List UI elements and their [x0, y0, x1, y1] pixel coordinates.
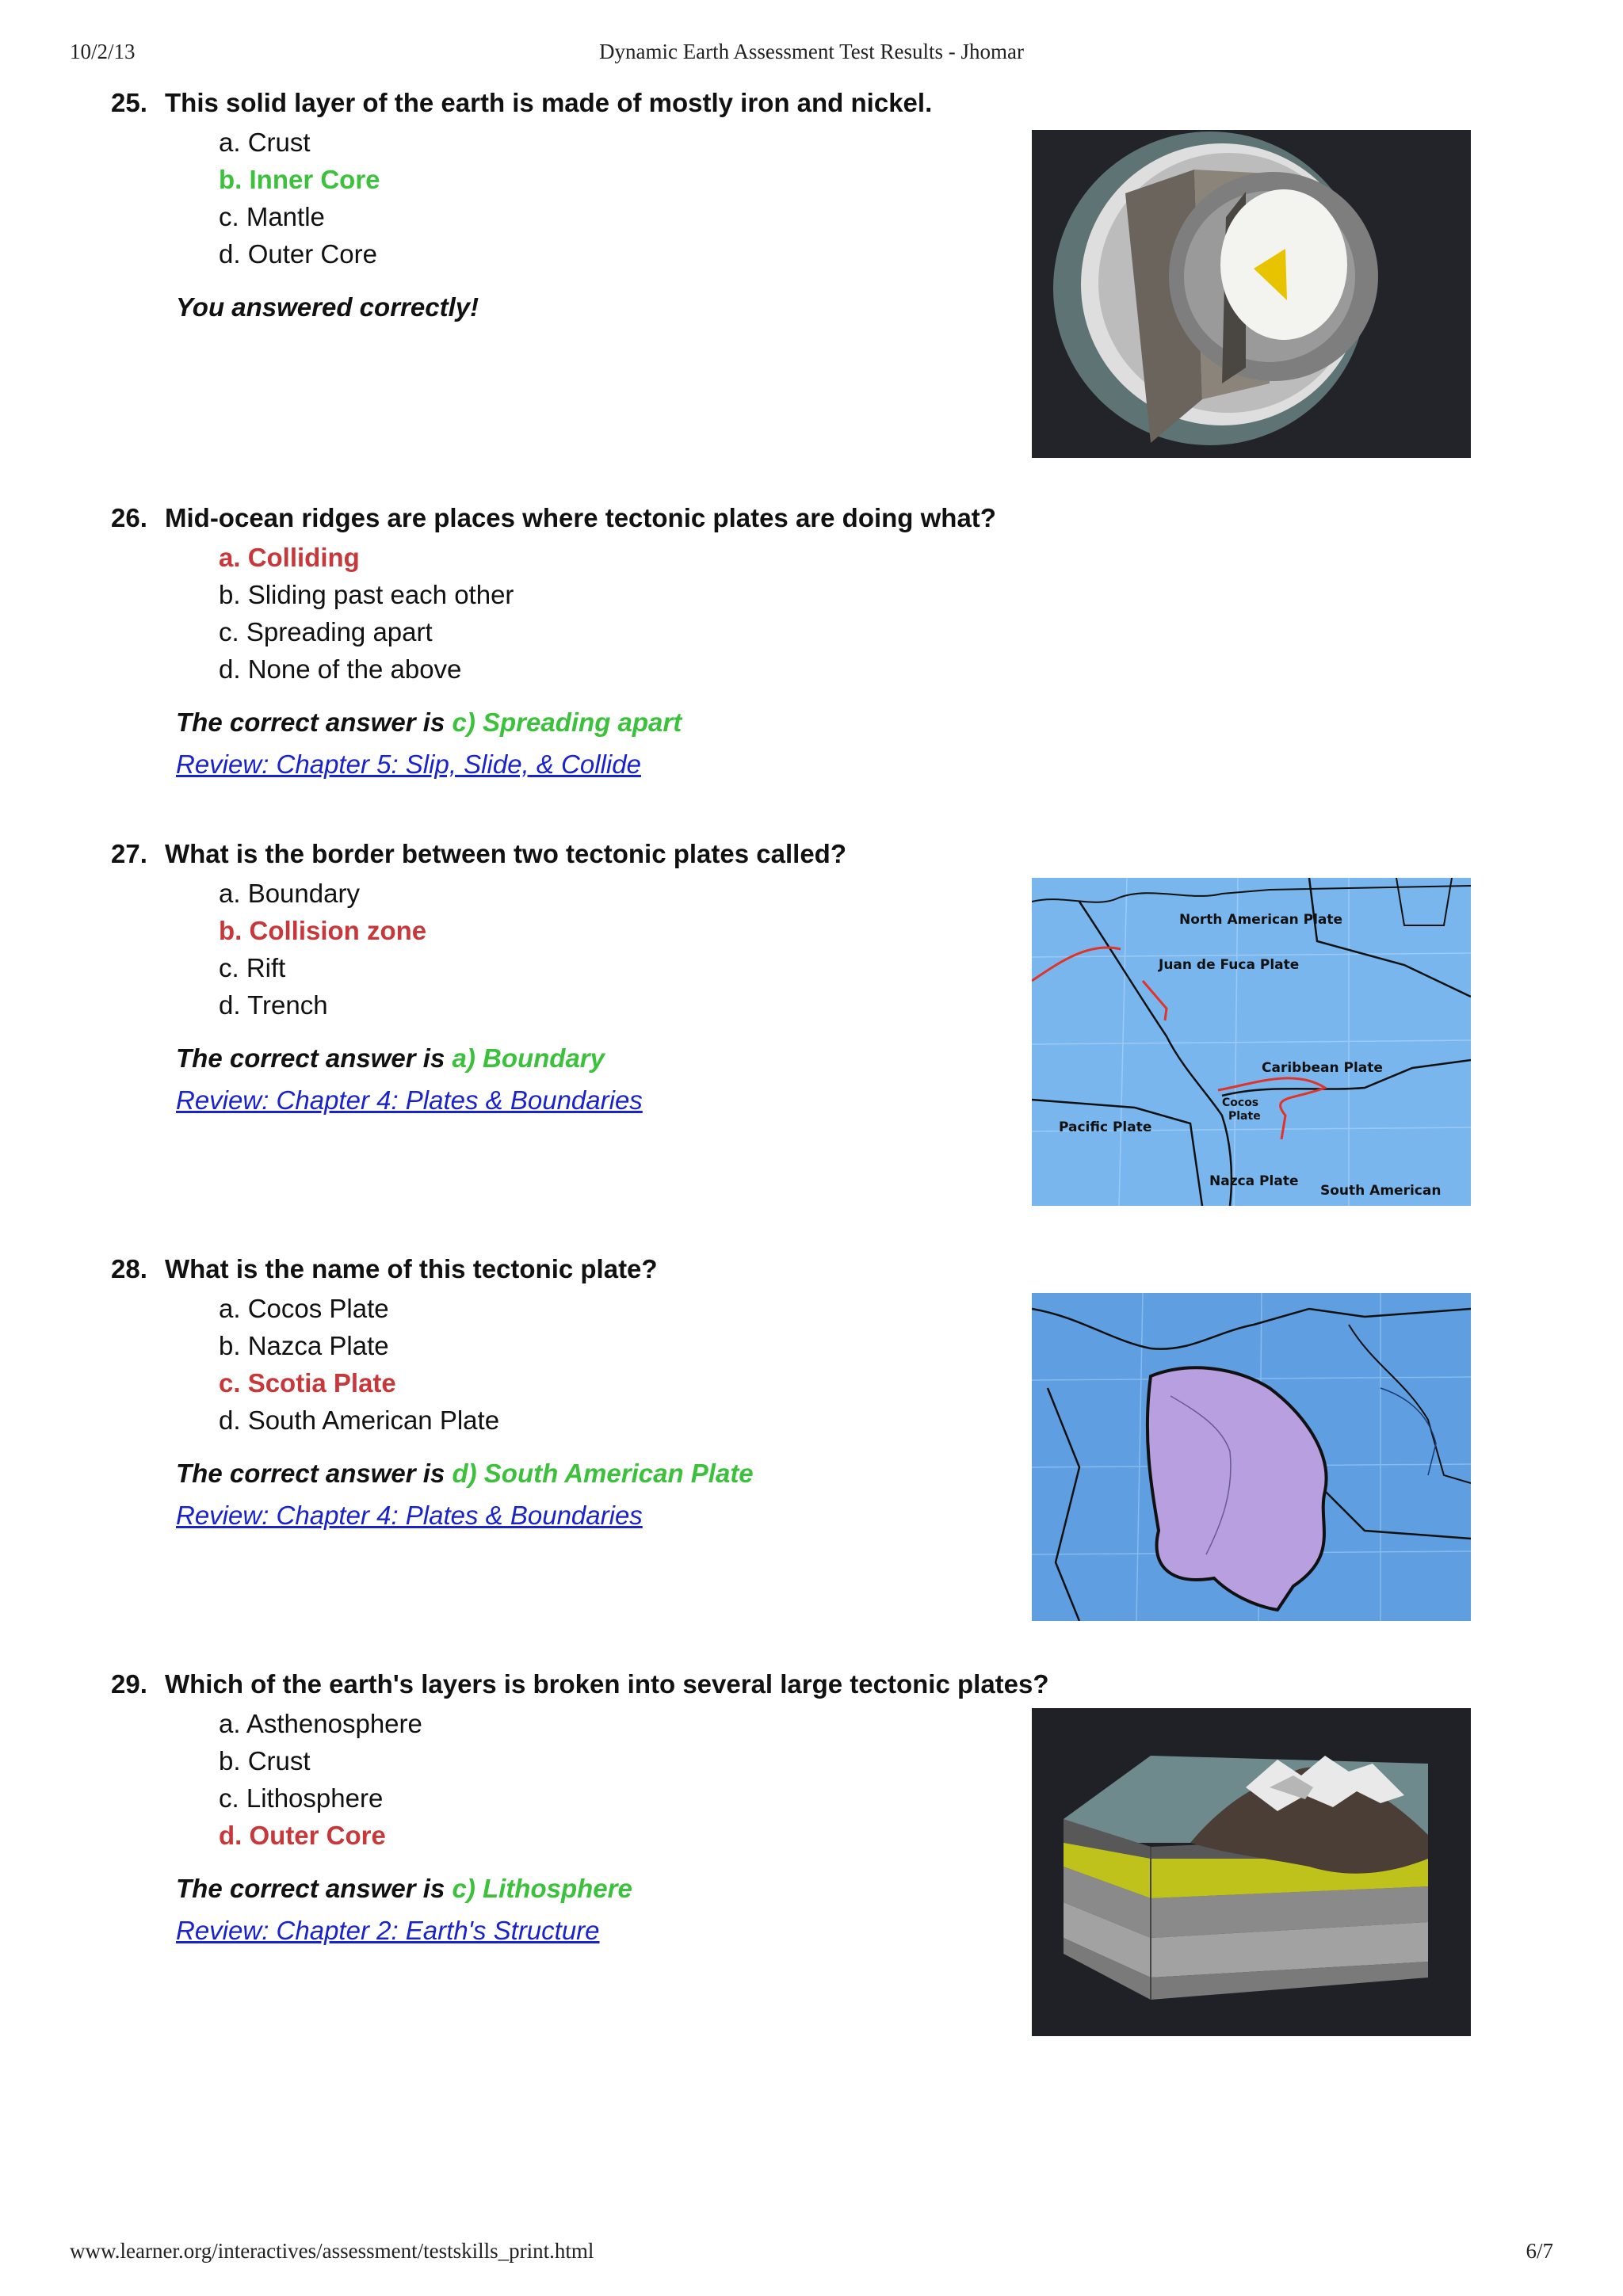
- plate-boundaries-map: [1032, 878, 1471, 1206]
- option-a: a. Asthenosphere: [219, 1709, 422, 1738]
- question-29: [111, 1667, 1049, 1948]
- lithosphere-block-image: [1032, 1708, 1471, 2036]
- option-b-correct: b. Inner Core: [219, 165, 380, 194]
- answer-options: [219, 1290, 1022, 1439]
- correct-answer: d) South American Plate: [452, 1459, 754, 1488]
- question-text: 28. What is the name of this tectonic plate?: [111, 1254, 658, 1283]
- option-c-selected-wrong: c. Scotia Plate: [219, 1368, 396, 1398]
- feedback: The correct answer is a) Boundary: [176, 1043, 605, 1073]
- option-b: b. Crust: [219, 1746, 311, 1775]
- feedback: The correct answer is d) South American Plate: [176, 1459, 754, 1488]
- map-label-cocos: Cocos: [1222, 1097, 1259, 1109]
- page-title: Dynamic Earth Assessment Test Results - Jhomar: [598, 40, 1025, 63]
- footer-url: www.learner.org/interactives/assessment/testskills_print.html: [70, 2239, 594, 2263]
- answer-options: [219, 1705, 1022, 1854]
- feedback: You answered correctly!: [176, 292, 479, 322]
- question-28: [111, 1252, 1022, 1533]
- option-d: d. Trench: [219, 990, 328, 1020]
- question-26: [111, 501, 1022, 782]
- option-b: b. Nazca Plate: [219, 1331, 389, 1360]
- feedback: The correct answer is c) Spreading apart: [176, 707, 682, 737]
- review-link[interactable]: Review: Chapter 4: Plates & Boundaries: [176, 1085, 643, 1115]
- feedback: The correct answer is c) Lithosphere: [176, 1874, 632, 1903]
- question-text: 29. Which of the earth's layers is broken into several large tectonic plates?: [111, 1669, 1049, 1699]
- option-b: b. Sliding past each other: [219, 580, 514, 609]
- question-text: 26. Mid-ocean ridges are places where tectonic plates are doing what?: [111, 503, 996, 532]
- map-label-south-american: South American: [1320, 1183, 1442, 1199]
- print-date: 10/2/13: [70, 40, 136, 63]
- south-american-plate-map: [1032, 1293, 1471, 1621]
- map-label-juan-de-fuca: Juan de Fuca Plate: [1159, 957, 1300, 973]
- answer-options: [219, 875, 1022, 1024]
- question-25: [111, 86, 1022, 325]
- option-a: a. Cocos Plate: [219, 1294, 389, 1323]
- page-number: 6/7: [1526, 2239, 1553, 2263]
- question-27: [111, 837, 1022, 1118]
- map-label-nazca: Nazca Plate: [1209, 1173, 1299, 1189]
- correct-answer: c) Lithosphere: [452, 1874, 632, 1903]
- option-c: c. Rift: [219, 953, 286, 982]
- option-c: c. Lithosphere: [219, 1783, 384, 1813]
- review-link[interactable]: Review: Chapter 5: Slip, Slide, & Collide: [176, 749, 641, 779]
- option-b-selected-wrong: b. Collision zone: [219, 916, 427, 945]
- review-link[interactable]: Review: Chapter 2: Earth's Structure: [176, 1916, 600, 1945]
- option-d: d. South American Plate: [219, 1405, 500, 1435]
- option-c: c. Mantle: [219, 202, 325, 231]
- question-text: 27. What is the border between two tectonic plates called?: [111, 839, 846, 868]
- map-label-north-american: North American Plate: [1179, 912, 1343, 928]
- option-d-selected-wrong: d. Outer Core: [219, 1821, 386, 1850]
- earth-layers-image: [1032, 130, 1471, 458]
- option-c: c. Spreading apart: [219, 617, 433, 646]
- map-label-cocos-plate: Plate: [1228, 1110, 1261, 1123]
- map-label-pacific: Pacific Plate: [1059, 1119, 1152, 1135]
- option-a: a. Crust: [219, 128, 311, 157]
- option-d: d. None of the above: [219, 654, 462, 684]
- question-text: 25. This solid layer of the earth is made of mostly iron and nickel.: [111, 88, 933, 117]
- review-link[interactable]: Review: Chapter 4: Plates & Boundaries: [176, 1501, 643, 1530]
- option-d: d. Outer Core: [219, 239, 377, 269]
- correct-answer: a) Boundary: [452, 1043, 605, 1073]
- option-a: a. Boundary: [219, 879, 360, 908]
- answer-options: [219, 124, 1022, 273]
- option-a-selected-wrong: a. Colliding: [219, 543, 360, 572]
- correct-answer: c) Spreading apart: [452, 707, 682, 737]
- map-label-caribbean: Caribbean Plate: [1262, 1060, 1383, 1076]
- answer-options: [219, 539, 1022, 688]
